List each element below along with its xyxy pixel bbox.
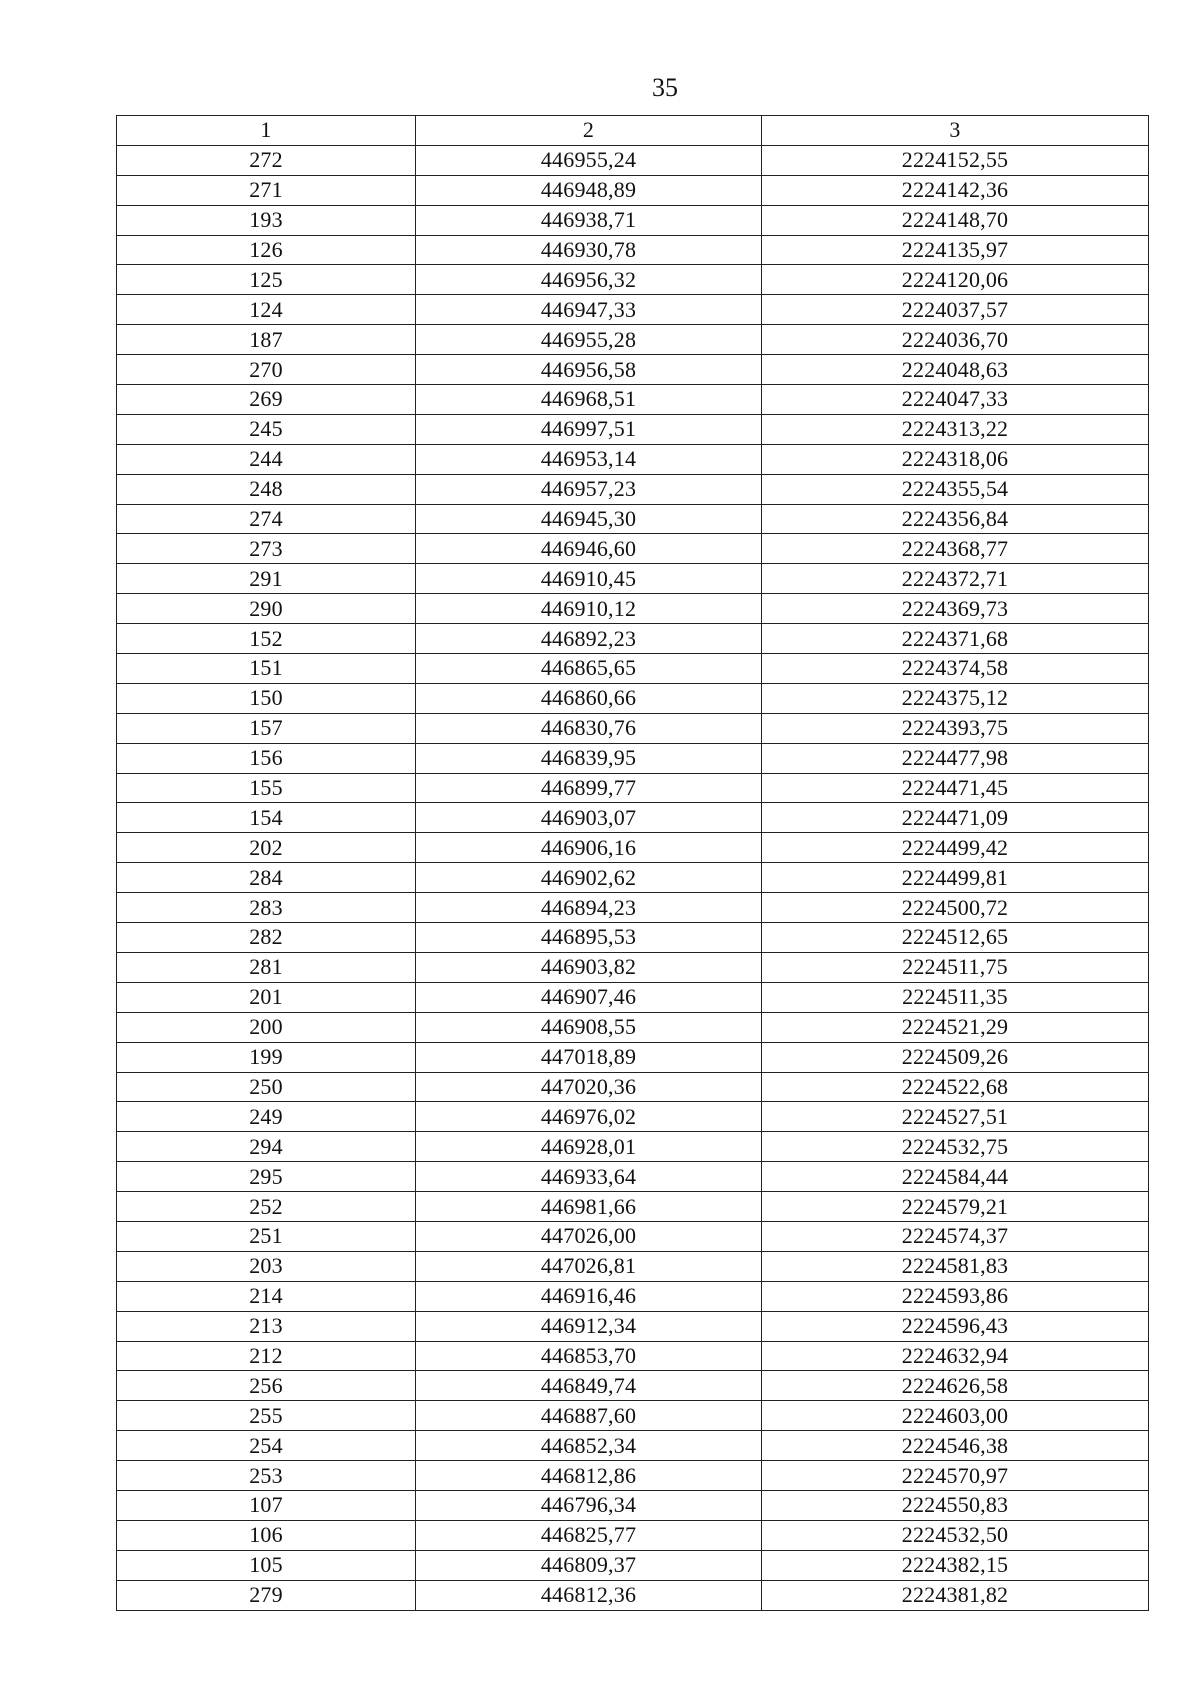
x-coordinate-cell: 446812,86	[416, 1461, 762, 1491]
table-row	[117, 654, 1149, 684]
x-coordinate-cell: 447026,81	[416, 1251, 762, 1281]
x-coordinate-cell: 446894,23	[416, 893, 762, 923]
x-coordinate-cell: 446997,51	[416, 414, 762, 444]
table-row	[117, 1251, 1149, 1281]
table-row	[117, 444, 1149, 474]
y-coordinate-cell: 2224374,58	[762, 654, 1149, 684]
table-row	[117, 743, 1149, 773]
y-coordinate-cell: 2224381,82	[762, 1580, 1149, 1610]
point-number-cell: 212	[117, 1341, 416, 1371]
point-number-cell: 124	[117, 295, 416, 325]
x-coordinate-cell: 446895,53	[416, 923, 762, 953]
x-coordinate-cell: 446953,14	[416, 444, 762, 474]
table-row	[117, 1580, 1149, 1610]
y-coordinate-cell: 2224393,75	[762, 713, 1149, 743]
x-coordinate-cell: 446955,28	[416, 325, 762, 355]
table-row	[117, 713, 1149, 743]
table-row	[117, 803, 1149, 833]
point-number-cell: 269	[117, 385, 416, 415]
point-number-cell: 282	[117, 923, 416, 953]
x-coordinate-cell: 447020,36	[416, 1072, 762, 1102]
x-coordinate-cell: 446860,66	[416, 683, 762, 713]
table-row	[117, 1401, 1149, 1431]
x-coordinate-cell: 446865,65	[416, 654, 762, 684]
point-number-cell: 105	[117, 1550, 416, 1580]
x-coordinate-cell: 446853,70	[416, 1341, 762, 1371]
table-row	[117, 1162, 1149, 1192]
point-number-cell: 255	[117, 1401, 416, 1431]
point-number-cell: 245	[117, 414, 416, 444]
table-row	[117, 175, 1149, 205]
table-row	[117, 205, 1149, 235]
y-coordinate-cell: 2224511,75	[762, 952, 1149, 982]
x-coordinate-cell: 446928,01	[416, 1132, 762, 1162]
table-row	[117, 982, 1149, 1012]
point-number-cell: 254	[117, 1431, 416, 1461]
x-coordinate-cell: 446945,30	[416, 504, 762, 534]
table-row	[117, 1102, 1149, 1132]
point-number-cell: 201	[117, 982, 416, 1012]
x-coordinate-cell: 446948,89	[416, 175, 762, 205]
y-coordinate-cell: 2224382,15	[762, 1550, 1149, 1580]
point-number-cell: 294	[117, 1132, 416, 1162]
x-coordinate-cell: 446903,07	[416, 803, 762, 833]
y-coordinate-cell: 2224037,57	[762, 295, 1149, 325]
x-coordinate-cell: 446852,34	[416, 1431, 762, 1461]
x-coordinate-cell: 446809,37	[416, 1550, 762, 1580]
point-number-cell: 156	[117, 743, 416, 773]
point-number-cell: 152	[117, 624, 416, 654]
x-coordinate-cell: 446892,23	[416, 624, 762, 654]
x-coordinate-cell: 446957,23	[416, 474, 762, 504]
table-row	[117, 893, 1149, 923]
x-coordinate-cell: 446930,78	[416, 235, 762, 265]
table-body	[117, 116, 1149, 1611]
x-coordinate-cell: 446903,82	[416, 952, 762, 982]
x-coordinate-cell: 446956,58	[416, 355, 762, 385]
point-number-cell: 193	[117, 205, 416, 235]
x-coordinate-cell: 446796,34	[416, 1490, 762, 1520]
y-coordinate-cell: 2224372,71	[762, 564, 1149, 594]
x-coordinate-cell: 446839,95	[416, 743, 762, 773]
x-coordinate-cell: 446910,45	[416, 564, 762, 594]
table-row	[117, 1550, 1149, 1580]
table-row	[117, 355, 1149, 385]
y-coordinate-cell: 2224148,70	[762, 205, 1149, 235]
table-header-row	[117, 116, 1149, 146]
y-coordinate-cell: 2224603,00	[762, 1401, 1149, 1431]
y-coordinate-cell: 2224152,55	[762, 145, 1149, 175]
y-coordinate-cell: 2224471,45	[762, 773, 1149, 803]
x-coordinate-cell: 446910,12	[416, 594, 762, 624]
table-row	[117, 1012, 1149, 1042]
x-coordinate-cell: 446981,66	[416, 1192, 762, 1222]
column-header-1: 1	[117, 116, 416, 146]
table-row	[117, 325, 1149, 355]
table-row	[117, 1072, 1149, 1102]
y-coordinate-cell: 2224593,86	[762, 1281, 1149, 1311]
point-number-cell: 283	[117, 893, 416, 923]
y-coordinate-cell: 2224500,72	[762, 893, 1149, 923]
x-coordinate-cell: 447026,00	[416, 1221, 762, 1251]
table-row	[117, 1042, 1149, 1072]
table-row	[117, 1221, 1149, 1251]
x-coordinate-cell: 446906,16	[416, 833, 762, 863]
y-coordinate-cell: 2224532,75	[762, 1132, 1149, 1162]
y-coordinate-cell: 2224318,06	[762, 444, 1149, 474]
x-coordinate-cell: 446955,24	[416, 145, 762, 175]
y-coordinate-cell: 2224499,81	[762, 863, 1149, 893]
point-number-cell: 154	[117, 803, 416, 833]
table-row	[117, 923, 1149, 953]
y-coordinate-cell: 2224048,63	[762, 355, 1149, 385]
table-row	[117, 1341, 1149, 1371]
x-coordinate-cell: 446956,32	[416, 265, 762, 295]
point-number-cell: 125	[117, 265, 416, 295]
table-row	[117, 1431, 1149, 1461]
y-coordinate-cell: 2224356,84	[762, 504, 1149, 534]
x-coordinate-cell: 446946,60	[416, 534, 762, 564]
table-row	[117, 863, 1149, 893]
y-coordinate-cell: 2224626,58	[762, 1371, 1149, 1401]
x-coordinate-cell: 446849,74	[416, 1371, 762, 1401]
x-coordinate-cell: 446916,46	[416, 1281, 762, 1311]
table-row	[117, 265, 1149, 295]
y-coordinate-cell: 2224511,35	[762, 982, 1149, 1012]
y-coordinate-cell: 2224550,83	[762, 1490, 1149, 1520]
y-coordinate-cell: 2224036,70	[762, 325, 1149, 355]
y-coordinate-cell: 2224532,50	[762, 1520, 1149, 1550]
point-number-cell: 157	[117, 713, 416, 743]
point-number-cell: 213	[117, 1311, 416, 1341]
table-row	[117, 773, 1149, 803]
point-number-cell: 248	[117, 474, 416, 504]
point-number-cell: 151	[117, 654, 416, 684]
point-number-cell: 250	[117, 1072, 416, 1102]
y-coordinate-cell: 2224355,54	[762, 474, 1149, 504]
point-number-cell: 251	[117, 1221, 416, 1251]
table-row	[117, 1281, 1149, 1311]
y-coordinate-cell: 2224512,65	[762, 923, 1149, 953]
point-number-cell: 126	[117, 235, 416, 265]
point-number-cell: 203	[117, 1251, 416, 1281]
point-number-cell: 200	[117, 1012, 416, 1042]
point-number-cell: 290	[117, 594, 416, 624]
table-row	[117, 564, 1149, 594]
x-coordinate-cell: 446947,33	[416, 295, 762, 325]
table-row	[117, 1371, 1149, 1401]
table-row	[117, 1490, 1149, 1520]
x-coordinate-cell: 446899,77	[416, 773, 762, 803]
point-number-cell: 284	[117, 863, 416, 893]
y-coordinate-cell: 2224499,42	[762, 833, 1149, 863]
y-coordinate-cell: 2224509,26	[762, 1042, 1149, 1072]
y-coordinate-cell: 2224120,06	[762, 265, 1149, 295]
point-number-cell: 272	[117, 145, 416, 175]
x-coordinate-cell: 446908,55	[416, 1012, 762, 1042]
table-row	[117, 1132, 1149, 1162]
point-number-cell: 187	[117, 325, 416, 355]
table-row	[117, 1461, 1149, 1491]
point-number-cell: 199	[117, 1042, 416, 1072]
table-row	[117, 235, 1149, 265]
column-header-3: 3	[762, 116, 1149, 146]
y-coordinate-cell: 2224047,33	[762, 385, 1149, 415]
table-row	[117, 145, 1149, 175]
point-number-cell: 256	[117, 1371, 416, 1401]
y-coordinate-cell: 2224313,22	[762, 414, 1149, 444]
x-coordinate-cell: 446825,77	[416, 1520, 762, 1550]
y-coordinate-cell: 2224574,37	[762, 1221, 1149, 1251]
table-row	[117, 833, 1149, 863]
point-number-cell: 271	[117, 175, 416, 205]
point-number-cell: 253	[117, 1461, 416, 1491]
point-number-cell: 106	[117, 1520, 416, 1550]
x-coordinate-cell: 446902,62	[416, 863, 762, 893]
table-row	[117, 594, 1149, 624]
x-coordinate-cell: 446976,02	[416, 1102, 762, 1132]
x-coordinate-cell: 446812,36	[416, 1580, 762, 1610]
x-coordinate-cell: 446968,51	[416, 385, 762, 415]
y-coordinate-cell: 2224546,38	[762, 1431, 1149, 1461]
point-number-cell: 150	[117, 683, 416, 713]
x-coordinate-cell: 446830,76	[416, 713, 762, 743]
point-number-cell: 202	[117, 833, 416, 863]
point-number-cell: 281	[117, 952, 416, 982]
table-row	[117, 1192, 1149, 1222]
point-number-cell: 107	[117, 1490, 416, 1520]
y-coordinate-cell: 2224375,12	[762, 683, 1149, 713]
y-coordinate-cell: 2224135,97	[762, 235, 1149, 265]
y-coordinate-cell: 2224584,44	[762, 1162, 1149, 1192]
point-number-cell: 249	[117, 1102, 416, 1132]
table-row	[117, 534, 1149, 564]
table-row	[117, 385, 1149, 415]
table-row	[117, 1520, 1149, 1550]
point-number-cell: 273	[117, 534, 416, 564]
y-coordinate-cell: 2224142,36	[762, 175, 1149, 205]
x-coordinate-cell: 446933,64	[416, 1162, 762, 1192]
point-number-cell: 244	[117, 444, 416, 474]
x-coordinate-cell: 446912,34	[416, 1311, 762, 1341]
y-coordinate-cell: 2224596,43	[762, 1311, 1149, 1341]
y-coordinate-cell: 2224527,51	[762, 1102, 1149, 1132]
table-row	[117, 624, 1149, 654]
table-row	[117, 952, 1149, 982]
y-coordinate-cell: 2224471,09	[762, 803, 1149, 833]
y-coordinate-cell: 2224570,97	[762, 1461, 1149, 1491]
table-row	[117, 295, 1149, 325]
point-number-cell: 274	[117, 504, 416, 534]
y-coordinate-cell: 2224522,68	[762, 1072, 1149, 1102]
x-coordinate-cell: 446938,71	[416, 205, 762, 235]
table-row	[117, 414, 1149, 444]
y-coordinate-cell: 2224371,68	[762, 624, 1149, 654]
point-number-cell: 214	[117, 1281, 416, 1311]
column-header-2: 2	[416, 116, 762, 146]
point-number-cell: 252	[117, 1192, 416, 1222]
point-number-cell: 291	[117, 564, 416, 594]
page-number: 35	[652, 73, 678, 102]
point-number-cell: 295	[117, 1162, 416, 1192]
table-row	[117, 1311, 1149, 1341]
x-coordinate-cell: 446907,46	[416, 982, 762, 1012]
point-number-cell: 270	[117, 355, 416, 385]
coordinates-table	[116, 115, 1149, 1611]
y-coordinate-cell: 2224581,83	[762, 1251, 1149, 1281]
y-coordinate-cell: 2224477,98	[762, 743, 1149, 773]
point-number-cell: 155	[117, 773, 416, 803]
x-coordinate-cell: 446887,60	[416, 1401, 762, 1431]
y-coordinate-cell: 2224579,21	[762, 1192, 1149, 1222]
table-row	[117, 474, 1149, 504]
point-number-cell: 279	[117, 1580, 416, 1610]
y-coordinate-cell: 2224369,73	[762, 594, 1149, 624]
table-row	[117, 683, 1149, 713]
y-coordinate-cell: 2224368,77	[762, 534, 1149, 564]
x-coordinate-cell: 447018,89	[416, 1042, 762, 1072]
y-coordinate-cell: 2224632,94	[762, 1341, 1149, 1371]
table-row	[117, 504, 1149, 534]
y-coordinate-cell: 2224521,29	[762, 1012, 1149, 1042]
